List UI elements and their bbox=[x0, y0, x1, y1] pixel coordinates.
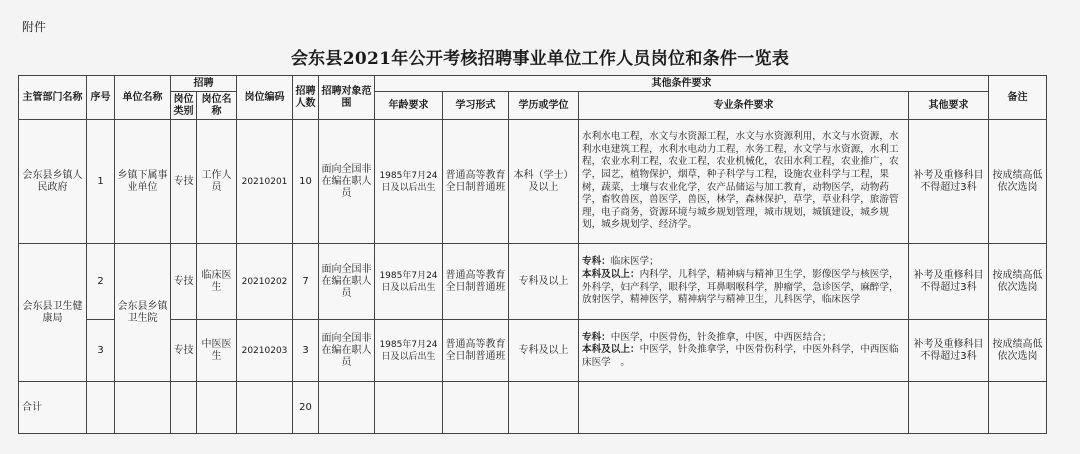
major-bk-text: 内科学，儿科学，精神病与精神卫生学，影像医学与核医学，外科学，妇产科学，眼科学，耳鼻咽喉科学，肿瘤学，急诊医学，麻醉学，放射医学，精神医学，精神病学与精神卫生，儿科医学，临床医学 bbox=[582, 268, 899, 306]
cell-note: 按成绩高低依次选岗 bbox=[989, 244, 1047, 320]
total-label: 合计 bbox=[19, 382, 87, 434]
header-other-conditions: 其他条件要求 bbox=[375, 76, 989, 92]
cell-post-code: 20210201 bbox=[237, 120, 293, 244]
header-note: 备注 bbox=[989, 76, 1047, 120]
cell-other-req: 补考及重修科目不得超过3科 bbox=[909, 120, 989, 244]
cell-unit: 乡镇下属事业单位 bbox=[115, 120, 171, 244]
header-dept: 主管部门名称 bbox=[19, 76, 87, 120]
cell-post-name: 临床医生 bbox=[197, 244, 237, 320]
major-zk-text: 临床医学； bbox=[610, 256, 659, 268]
cell-note: 按成绩高低依次选岗 bbox=[989, 120, 1047, 244]
cell-count: 3 bbox=[293, 320, 319, 382]
cell-major: 水利水电工程，水文与水资源工程，水文与水资源利用，水文与水资源，水利水电建筑工程，水利水电动力工程，水务工程，水文学与水资源，水利工程，农业水利工程，农业工程，农业机械化，农田水利工程，农业推广，农学，园艺，植物保护，烟草，种子科学与工程，设施农业科学与工程，果树，蔬菜，土壤与农业化学，农产品储运与加工教育，动物医学，动物药学，畜牧兽医，兽医学，兽医，林学，森林保护，草学，草业科学，旅游管理，电子商务，资源环境与城乡规划管理，城市规划，城镇建设，城乡规划，城乡规划学、经济学。 bbox=[579, 120, 909, 244]
cell-dept: 会东县卫生健康局 bbox=[19, 244, 87, 382]
attachment-label: 附件 bbox=[22, 20, 47, 34]
cell-seq: 3 bbox=[87, 320, 115, 382]
cell-category: 专技 bbox=[171, 244, 197, 320]
cell-post-code: 20210202 bbox=[237, 244, 293, 320]
cell-unit: 会东县乡镇卫生院 bbox=[115, 244, 171, 382]
header-seq: 序号 bbox=[87, 76, 115, 120]
recruitment-table bbox=[18, 75, 1047, 434]
page-title: 会东县2021年公开考核招聘事业单位工作人员岗位和条件一览表 bbox=[290, 49, 790, 69]
total-row bbox=[19, 382, 1047, 434]
cell-education: 本科（学士）及以上 bbox=[509, 120, 579, 244]
major-zk-label: 专科： bbox=[582, 331, 611, 343]
cell-dept: 会东县乡镇人民政府 bbox=[19, 120, 87, 244]
cell-age: 1985年7月24日及以后出生 bbox=[375, 120, 443, 244]
header-row-2 bbox=[19, 92, 1047, 120]
cell-study-form: 普通高等教育全日制普通班 bbox=[443, 244, 509, 320]
cell-study-form: 普通高等教育全日制普通班 bbox=[443, 120, 509, 244]
cell-education: 专科及以上 bbox=[509, 320, 579, 382]
table-row bbox=[19, 244, 1047, 320]
cell-age: 1985年7月24日及以后出生 bbox=[375, 244, 443, 320]
header-post-code: 岗位编码 bbox=[237, 76, 293, 120]
header-count: 招聘人数 bbox=[293, 76, 319, 120]
header-unit: 单位名称 bbox=[115, 76, 171, 120]
cell-education: 专科及以上 bbox=[509, 244, 579, 320]
header-major: 专业条件要求 bbox=[579, 92, 909, 120]
header-study-form: 学习形式 bbox=[443, 92, 509, 120]
cell-seq: 1 bbox=[87, 120, 115, 244]
header-age: 年龄要求 bbox=[375, 92, 443, 120]
cell-major bbox=[579, 244, 909, 320]
cell-seq: 2 bbox=[87, 244, 115, 320]
major-bk-text: 中医学，针灸推拿学，中医骨伤科学，中医外科学，中西医临床医学 。 bbox=[582, 344, 899, 368]
table-row bbox=[19, 120, 1047, 244]
cell-target: 面向全国非在编在职人员 bbox=[319, 320, 375, 382]
table-row bbox=[19, 320, 1047, 382]
header-post-category: 岗位类别 bbox=[171, 92, 197, 120]
major-bk-label: 本科及以上： bbox=[582, 268, 640, 280]
major-bk-label: 本科及以上： bbox=[582, 344, 640, 356]
cell-category: 专技 bbox=[171, 120, 197, 244]
cell-note: 按成绩高低依次选岗 bbox=[989, 320, 1047, 382]
cell-post-name: 中医医生 bbox=[197, 320, 237, 382]
major-zk-label: 专科： bbox=[582, 256, 611, 268]
cell-count: 10 bbox=[293, 120, 319, 244]
cell-target: 面向全国非在编在职人员 bbox=[319, 244, 375, 320]
cell-count: 7 bbox=[293, 244, 319, 320]
cell-major bbox=[579, 320, 909, 382]
cell-age: 1985年7月24日及以后出生 bbox=[375, 320, 443, 382]
header-row-1 bbox=[19, 76, 1047, 92]
cell-study-form: 普通高等教育全日制普通班 bbox=[443, 320, 509, 382]
cell-other-req: 补考及重修科目不得超过3科 bbox=[909, 244, 989, 320]
header-recruit: 招聘 bbox=[171, 76, 237, 92]
header-target: 招聘对象范围 bbox=[319, 76, 375, 120]
header-other-req: 其他要求 bbox=[909, 92, 989, 120]
major-zk-text: 中医学，中医骨伤，针灸推拿，中医，中西医结合； bbox=[610, 331, 832, 343]
header-post-name: 岗位名称 bbox=[197, 92, 237, 120]
cell-post-name: 工作人员 bbox=[197, 120, 237, 244]
cell-category: 专技 bbox=[171, 320, 197, 382]
total-count: 20 bbox=[293, 382, 319, 434]
cell-target: 面向全国非在编在职人员 bbox=[319, 120, 375, 244]
cell-post-code: 20210203 bbox=[237, 320, 293, 382]
header-education: 学历或学位 bbox=[509, 92, 579, 120]
cell-other-req: 补考及重修科目不得超过3科 bbox=[909, 320, 989, 382]
